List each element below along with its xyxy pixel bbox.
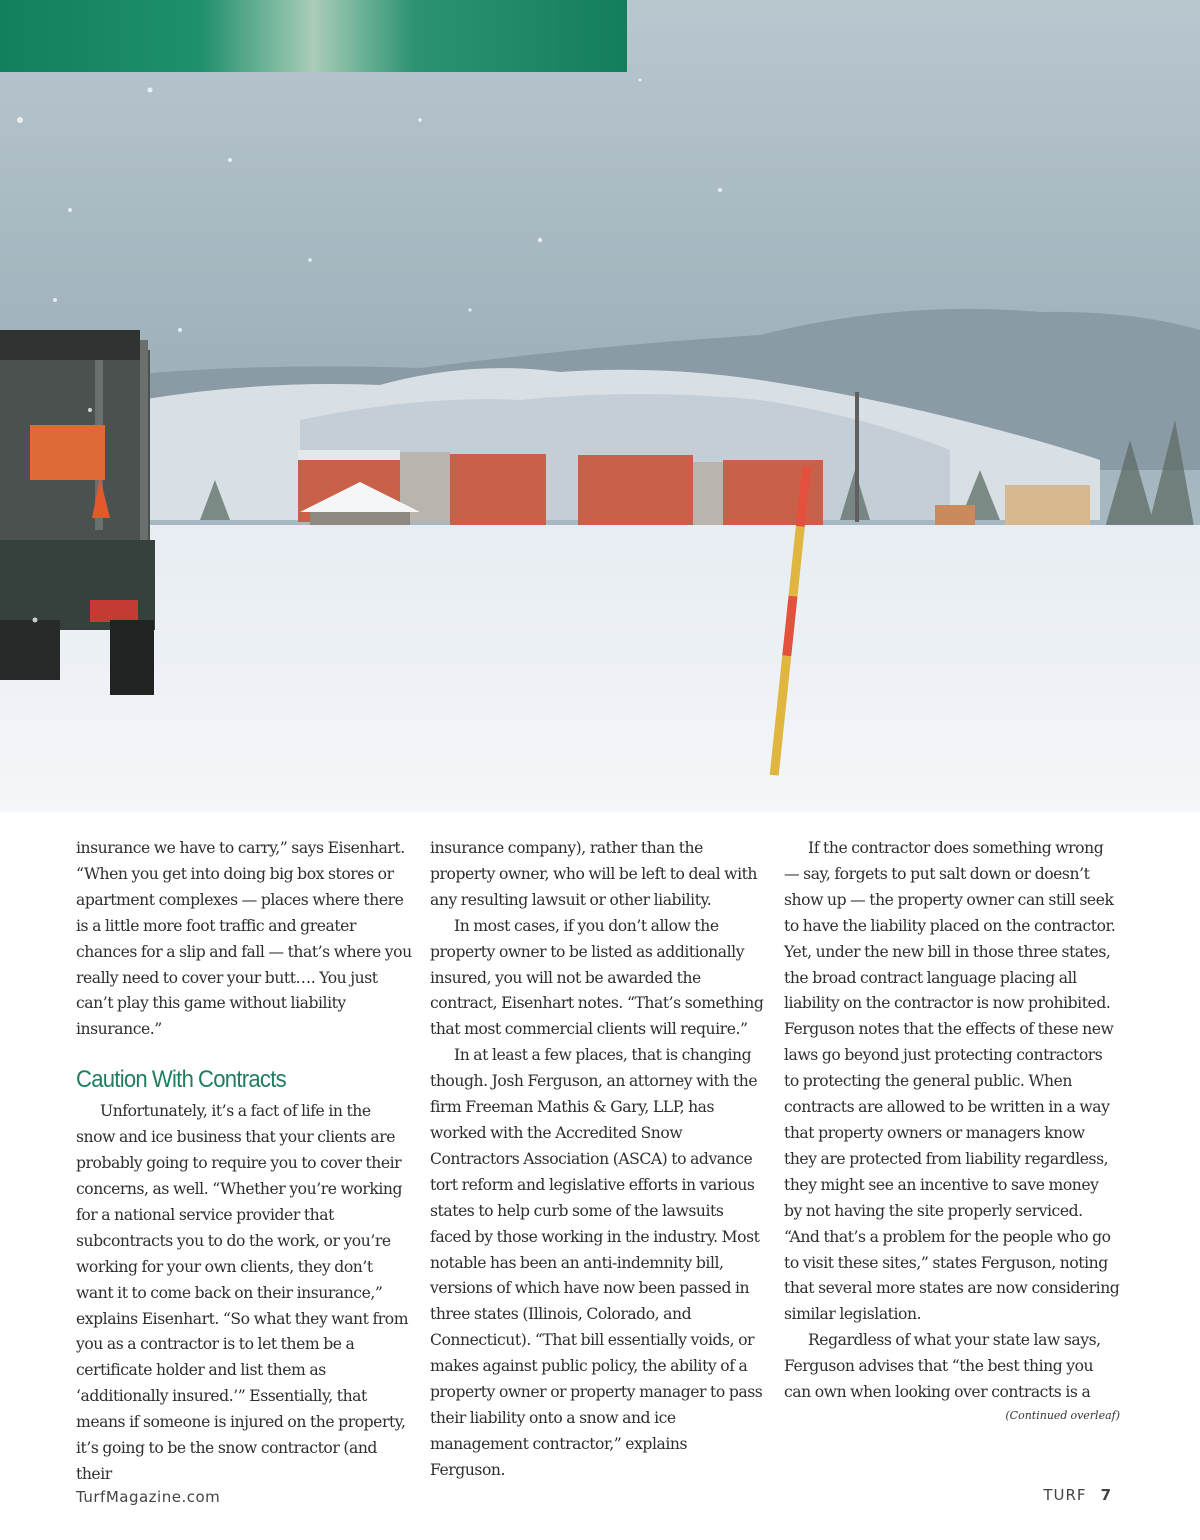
section-heading: Caution With Contracts <box>76 1066 286 1094</box>
paragraph: insurance we have to carry,” says Eisenhart. “When you get into doing big box stores or apartment complexes — places where there is a little more foot traffic and greater chances for a slip and fall — that’s where you really need to cover your butt…. You just can’t play this game without liability insurance.” <box>76 839 412 1039</box>
paragraph: If the contractor does something wrong — say, forgets to put salt down or doesn’t show up — the property owner can still seek to have the liability placed on the contractor. Yet, under the new bill in those three states, the broad contract language placing all liability on the contractor is now prohibited. Ferguson notes that the effects of these new laws go beyond just protecting contractors to protecting the general public. When contracts are allowed to be written in a way that property owners or managers know they are protected from liability regardless, they might see an incentive to save money by not having the site properly serviced. “And that’s a problem for the people who go to visit these sites,” states Ferguson, noting that several more states are now considering similar legislation. <box>784 839 1120 1324</box>
article-column-2 <box>430 836 766 1484</box>
footer-website: TurfMagazine.com <box>76 1488 221 1506</box>
paragraph: Unfortunately, it’s a fact of life in the snow and ice business that your clients are probably going to require you to cover their concerns, as well. “Whether you’re working for a national service provider that subcontracts you to do the work, or you’re working for your own clients, they don’t want it to come back on their insurance,” explains Eisenhart. “So what they want from you as a contractor is to let them be a certificate holder and list them as ‘additionally insured.’” Essentially, that means if someone is injured on the property, it’s going to be the snow contractor (and their <box>76 1102 409 1483</box>
footer-magazine-name: TURF <box>1043 1486 1087 1504</box>
article-column-3 <box>784 836 1120 1424</box>
paragraph: Regardless of what your state law says, Ferguson advises that “the best thing you can own when looking over contracts is a <box>784 1331 1101 1402</box>
footer-folio <box>1043 1486 1112 1504</box>
page-number: 7 <box>1100 1486 1112 1504</box>
article-column-1 <box>76 836 412 1488</box>
paragraph: insurance company), rather than the property owner, who will be left to deal with any resulting lawsuit or other liability. <box>430 839 758 909</box>
paragraph: In most cases, if you don’t allow the property owner to be listed as additionally insured, you will not be awarded the contract, Eisenhart notes. “That’s something that most commercial clients will require.” <box>430 916 764 1039</box>
paragraph: In at least a few places, that is changing though. Josh Ferguson, an attorney with the firm Freeman Mathis & Gary, LLP, has worked with the Accredited Snow Contractors Association (ASCA) to advance tort reform and legislative efforts in various states to help curb some of the lawsuits faced by those working in the industry. Most notable has been an anti-indemnity bill, versions of which have now been passed in three states (Illinois, Colorado, and Connecticut). “That bill essentially voids, or makes against public policy, the ability of a property owner or property manager to pass their liability onto a snow and ice management contractor,” explains Ferguson. <box>430 1046 763 1479</box>
continued-note: (Continued overleaf) <box>1005 1408 1120 1422</box>
header-accent-bar <box>0 0 627 72</box>
